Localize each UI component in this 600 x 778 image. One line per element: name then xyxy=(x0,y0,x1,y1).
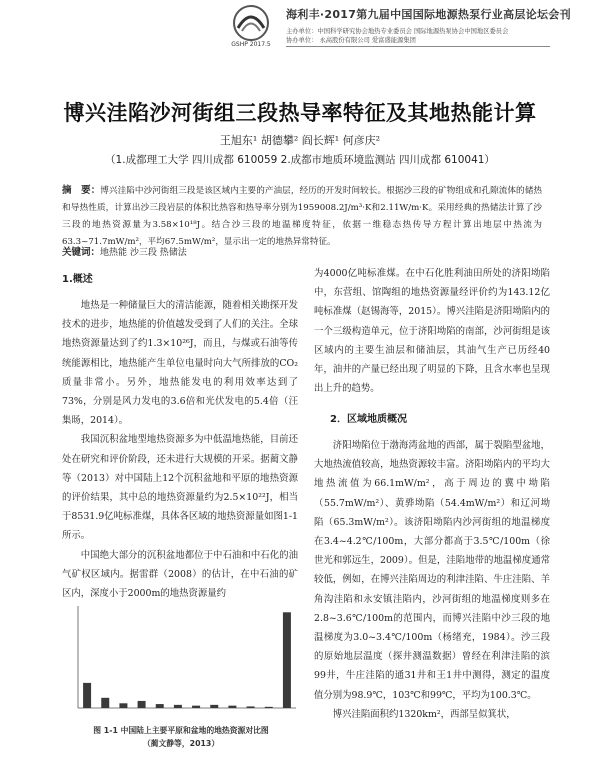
left-column xyxy=(62,296,298,603)
bar-11 xyxy=(265,707,273,708)
figure-caption xyxy=(58,724,304,750)
bar-12 xyxy=(283,612,291,708)
co-organizer-line: 协办单位： 永高股份有限公司 爱富盛能源集团 xyxy=(286,37,416,44)
paragraph: 中国绝大部分的沉积盆地都位于中石油和中石化的油气矿权区域内。据雷群（2008）的估计，在中石油的矿区内，深度小于2000m的地热资源量约 xyxy=(62,549,298,600)
organizer-line: 主办单位：中国科学研究协会地热专业委员会 国际地源热泵协会中国地区委员会 xyxy=(286,28,509,35)
bar-7 xyxy=(192,706,200,708)
caption-source: （蔺文静等，2013） xyxy=(142,739,220,748)
caption-line: 图 1-1 中国陆上主要平原和盆地的地热资源对比图 xyxy=(93,726,269,735)
bar-4 xyxy=(138,701,146,708)
paragraph: 地热是一种储量巨大的清洁能源，随着相关勘探开发技术的进步，地热能的价值越发受到了人们的关注。全球地热资源量达到了约1.3×10²⁶J，而且，与煤或石油等传统能源相比，地热能产生单位电量时向大气所排放的CO₂质量非常小。另外，地热能发电的利用效率达到了73%，分别是风力发电的3.6倍和光伏发电的5.4倍（汪集旸，2014）。 xyxy=(62,300,298,427)
header-divider xyxy=(286,46,550,47)
bar-2 xyxy=(101,698,109,708)
conference-title: 海利丰·2017第九届中国国际地源热泵行业高层论坛会刊 xyxy=(286,8,571,21)
section-2-heading: 2．区域地质概况 xyxy=(330,414,407,425)
bar-10 xyxy=(247,706,255,708)
bar-6 xyxy=(174,705,182,708)
section-1-heading: 1.概述 xyxy=(62,274,93,285)
keywords xyxy=(62,244,187,258)
bar-8 xyxy=(210,705,218,708)
right-column-section-2 xyxy=(314,436,550,724)
affiliations: （1.成都理工大学 四川成都 610059 2.成都市地质环境监测站 四川成都 610041） xyxy=(105,154,495,166)
conference-logo xyxy=(228,2,274,48)
abstract-text: 博兴洼陷中沙河街组三段是该区域内主要的产油层，经历的开发时间较长。根据沙三段的矿物组成和孔隙流体的储热和导热性质，计算出沙三段岩层的体积比热容和热导率分别为1959008.2J/m³·K和2.11W/m·K。采用经典的热储法计算了沙三段的地热资源量为3.58×10¹⁸J。结合沙三段的地温梯度特征，依据一维稳态热传导方程计算出地层中热流为63.3~71.7mW/m²，平均67.5mW/m²，显示出一定的地热异常特征。 xyxy=(62,186,542,247)
bar-5 xyxy=(156,704,164,708)
paragraph: 为4000亿吨标准煤。在中石化胜利油田所处的济阳坳陷中，东营组、馆陶组的地热资源量经评价约为143.12亿吨标准煤（赵锡海等，2015）。博兴洼陷是济阳坳陷内的一个三级构造单元，位于济阳坳陷的南部，沙河街组是该区域内的主要生油层和储油层，其油气生产已历经40年，油井的产量已经出现了明显的下降，且含水率也呈现出上升的趋势。 xyxy=(314,268,550,395)
abstract xyxy=(62,182,542,251)
logo-text: GSHP 2017.5 xyxy=(231,41,271,48)
keywords-label: 关键词： xyxy=(62,247,101,258)
authors: 王旭东¹ 胡德攀² 阎长辉¹ 何彦庆² xyxy=(219,134,381,147)
bar-3 xyxy=(119,703,127,708)
paragraph: 济阳坳陷位于渤海湾盆地的西部，属于裂陷型盆地，大地热流值较高，地热资源较丰富。济阳坳陷内的平均大地热流值为66.1mW/m²，高于周边的冀中坳陷（55.7mW/m²）、黄骅坳陷（54.4mW/m²）和辽河坳陷（65.3mW/m²）。该济阳坳陷内沙河街组的地温梯度在3.4~4.2℃/100m，大部分都高于3.5℃/100m（徐世光和郭远生，2009）。但是，洼陷地带的地温梯度通常较低，例如，在博兴洼陷周边的利津洼陷、牛庄洼陷、羊角沟洼陷和永安镇洼陷内，沙河街组的地温梯度则多在2.8~3.6℃/100m的范围内，而博兴洼陷中沙三段的地温梯度为3.0~3.4℃/100m（杨绪充，1984）。沙三段的原始地层温度（探井测温数据）曾经在利津洼陷的滨99井，牛庄洼陷的通31井和王1井中测得，测定的温度值分别为98.9℃，103℃和99℃，平均为100.3℃。 xyxy=(314,440,550,701)
bar-9 xyxy=(228,706,236,708)
bar-1 xyxy=(83,683,91,708)
keywords-text: 地热能 沙三段 热储法 xyxy=(100,248,187,258)
abstract-label: 摘 要： xyxy=(62,185,101,196)
paragraph: 我国沉积盆地型地热资源多为中低温地热能，目前还处在研究和评价阶段，还未进行大规模的开采。据蔺文静等（2013）对中国陆上12个沉积盆地和平原的地热资源的评价结果，其中总的地热资源量约为2.5×10²²J，相当于8531.9亿吨标准煤，具体各区域的地热资源量如图1-1所示。 xyxy=(62,434,298,542)
paragraph: 博兴洼陷面积约1320km²，西部呈似箕状， xyxy=(332,708,516,720)
right-column-top xyxy=(314,264,550,398)
geothermal-resource-chart xyxy=(58,600,302,720)
paper-title: 博兴洼陷沙河街组三段热导率特征及其地热能计算 xyxy=(63,101,537,125)
